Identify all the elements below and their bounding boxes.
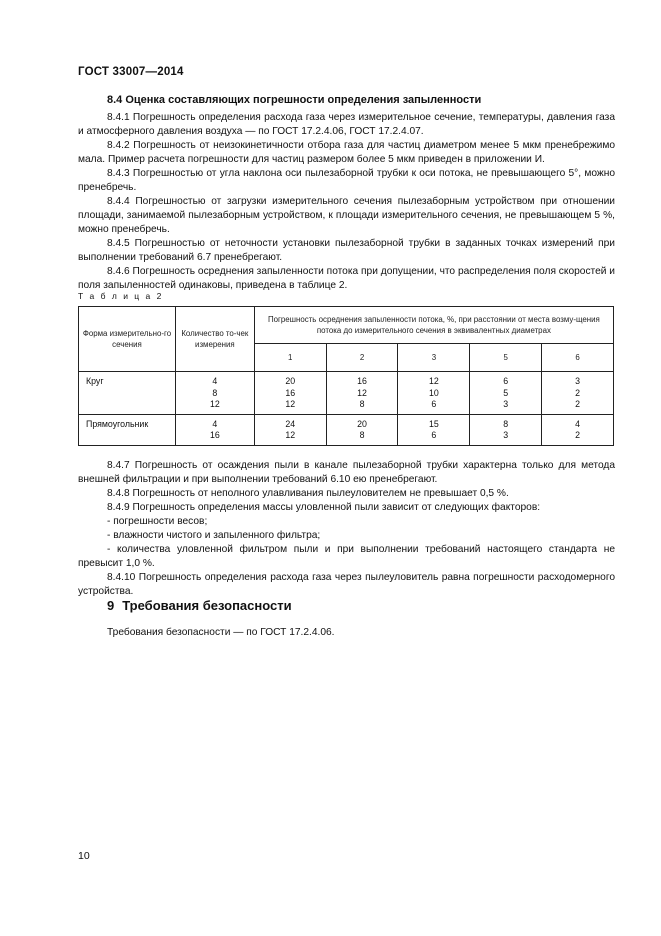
row-value: 24 12	[254, 414, 326, 445]
header-distance-1: 1	[254, 344, 326, 372]
section-9-title	[107, 598, 292, 613]
paragraph-text: 8.4.3 Погрешностью от угла наклона оси пылезаборной трубки к оси потока, не превышающего 5°, можно пренебречь.	[78, 168, 615, 194]
section-title-text: Требования безопасности	[122, 598, 292, 613]
paragraph-8-4-3	[78, 167, 615, 195]
paragraph-8-4-8	[78, 487, 615, 501]
header-distance-3: 3	[398, 344, 470, 372]
paragraph-8-4-2	[78, 139, 615, 167]
paragraph-text: 8.4.9 Погрешность определения массы уловленной пыли зависит от следующих факторов:	[107, 502, 541, 513]
list-item	[78, 529, 615, 543]
header-count: Количество то-чек измерения	[175, 307, 254, 372]
row-value: 4 2	[542, 414, 614, 445]
row-value: 16 12 8	[326, 372, 398, 415]
row-value: 8 3	[470, 414, 542, 445]
list-item	[78, 515, 615, 529]
list-item-text: - влажности чистого и запыленного фильтра;	[107, 530, 321, 541]
table-2	[78, 306, 614, 446]
paragraph-8-4-5	[78, 237, 615, 265]
paragraph-text: 8.4.2 Погрешность от неизокинетичности отбора газа для частиц диаметром менее 5 мкм пренебрежимо мала. Пример расчета погрешности для частиц размером более 5 мкм приведен в приложении И.	[78, 140, 615, 166]
row-value: 3 2 2	[542, 372, 614, 415]
row-value: 6 5 3	[470, 372, 542, 415]
paragraph-text: 8.4.1 Погрешность определения расхода газа через измерительное сечение, температуры, давления газа и атмосферного давления воздуха — по ГОСТ 17.2.4.06, ГОСТ 17.2.4.07.	[78, 112, 615, 138]
paragraph-text: 8.4.7 Погрешность от осаждения пыли в канале пылезаборной трубки характерна только для метода внешней фильтрации и при выполнении требований 6.10 ею пренебрегают.	[78, 460, 615, 486]
row-value: 20 16 12	[254, 372, 326, 415]
page-number: 10	[78, 850, 90, 862]
section-8-4-title: 8.4 Оценка составляющих погрешности определения запыленности	[107, 94, 482, 106]
paragraph-text: 8.4.10 Погрешность определения расхода газа через пылеуловитель равна погрешности расходомерного устройства.	[78, 572, 615, 598]
paragraph-8-4-10	[78, 571, 615, 599]
header-error: Погрешность осреднения запыленности потока, %, при расстоянии от места возму-щения потока до измерительного сечения в эквивалентных диаметрах	[254, 307, 613, 344]
row-form: Прямоугольник	[79, 414, 176, 445]
section-number: 9	[107, 598, 115, 613]
paragraph-text: 8.4.5 Погрешностью от неточности установки пылезаборной трубки в заданных точках измерений при выполнении требований 6.7 пренебрегают.	[78, 238, 615, 264]
list-item-text: - погрешности весов;	[107, 516, 208, 527]
paragraph-8-4-6	[78, 265, 615, 293]
table-row	[79, 372, 614, 415]
paragraph-8-4-1	[78, 111, 615, 139]
paragraph-8-4-4	[78, 195, 615, 238]
header-distance-6: 6	[542, 344, 614, 372]
header-distance-5: 5	[470, 344, 542, 372]
paragraph-text: 8.4.6 Погрешность осреднения запыленности потока при допущении, что распределения поля скоростей и поля запыленностей одинаковы, приведена в таблице 2.	[78, 266, 615, 292]
header-distance-2: 2	[326, 344, 398, 372]
section-9-text: Требования безопасности — по ГОСТ 17.2.4.06.	[107, 627, 335, 638]
paragraph-text: 8.4.4 Погрешностью от загрузки измерительного сечения пылезаборным устройством при отношении площади, занимаемой пылезаборным устройством, к площади измерительного сечения, не превышающем 5 %, можно пренебречь.	[78, 196, 615, 236]
table-row	[79, 414, 614, 445]
row-counts: 4 16	[175, 414, 254, 445]
list-item-text: - количества уловленной фильтром пыли и при выполнении требований настоящего стандарта не превысит 1,0 %.	[78, 544, 615, 570]
row-value: 20 8	[326, 414, 398, 445]
list-item	[78, 543, 615, 571]
header-form: Форма измерительно-го сечения	[79, 307, 176, 372]
table-caption: Т а б л и ц а 2	[78, 291, 164, 301]
paragraph-text: 8.4.8 Погрешность от неполного улавливания пылеуловителем не превышает 0,5 %.	[107, 488, 509, 499]
row-counts: 4 8 12	[175, 372, 254, 415]
document-header: ГОСТ 33007—2014	[78, 66, 184, 78]
row-value: 12 10 6	[398, 372, 470, 415]
paragraph-8-4-9	[78, 501, 615, 515]
paragraph-8-4-7	[78, 459, 615, 487]
row-value: 15 6	[398, 414, 470, 445]
row-form: Круг	[79, 372, 176, 415]
